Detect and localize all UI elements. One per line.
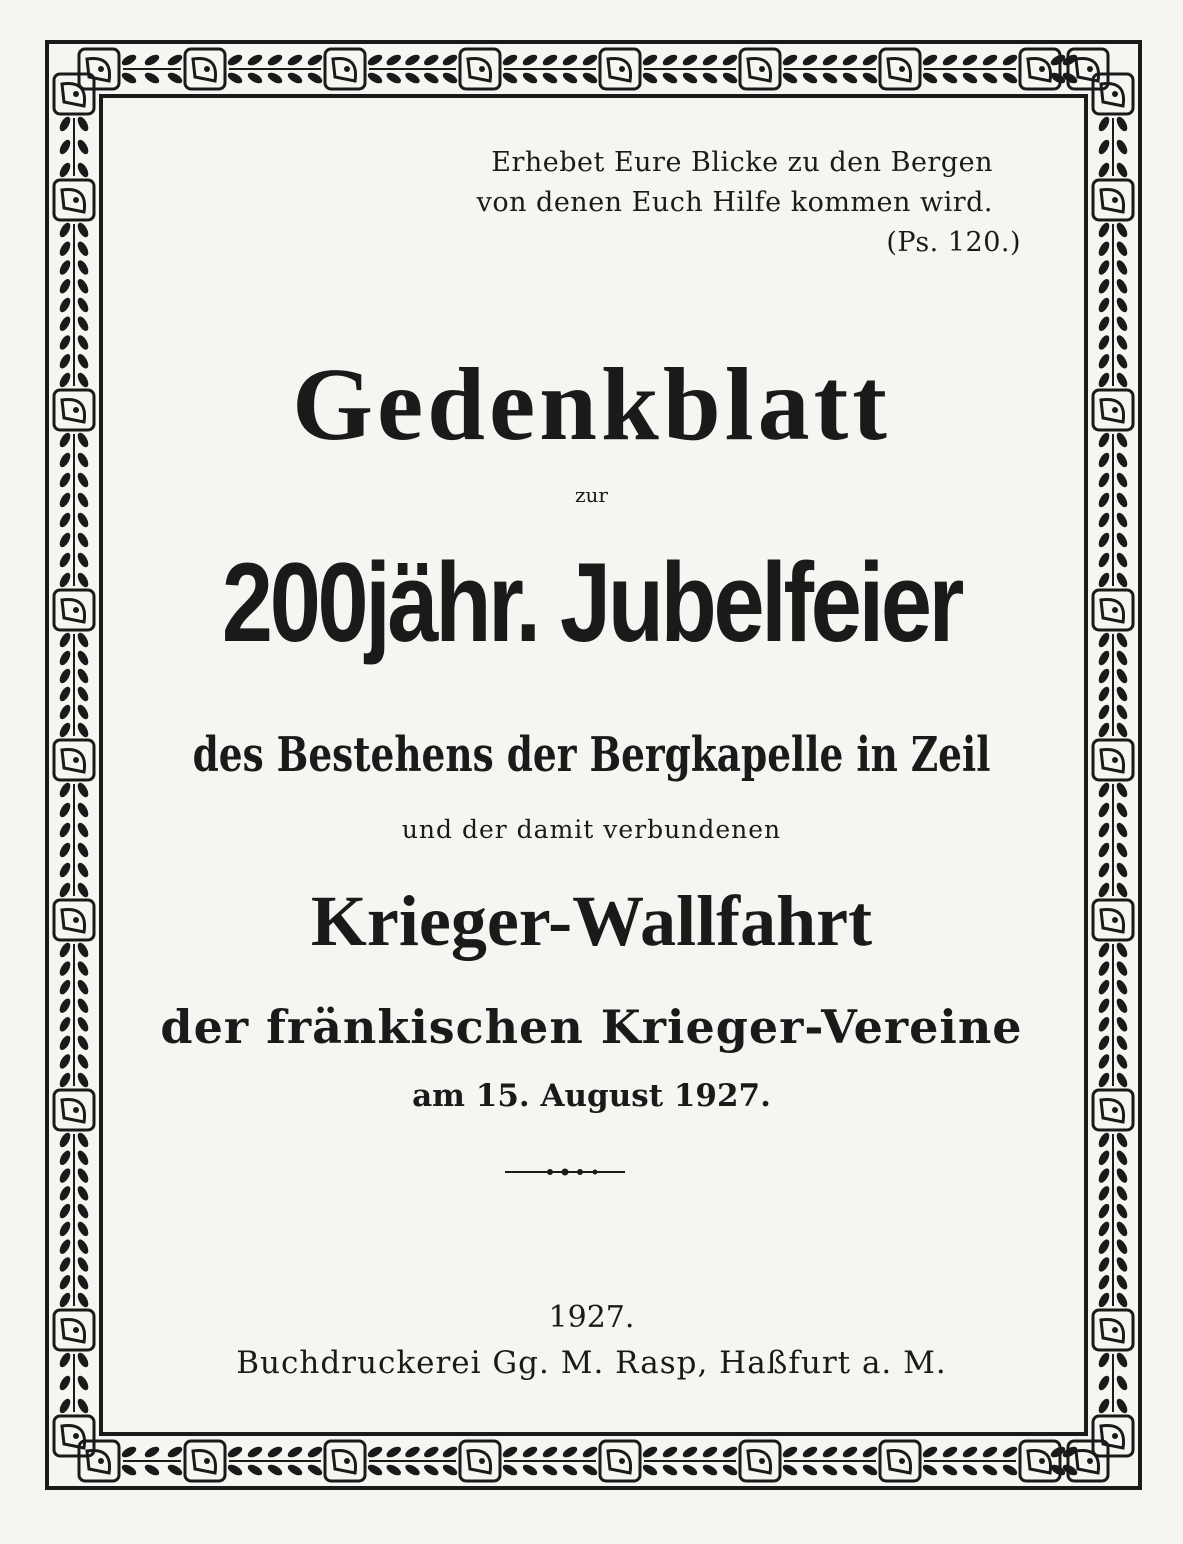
title-connector: zur: [575, 483, 608, 507]
printer-imprint: Buchdruckerei Gg. M. Rasp, Haßfurt a. M.: [236, 1345, 947, 1381]
page-title: Gedenkblatt: [292, 347, 891, 462]
pilgrimage-heading: Krieger-Wallfahrt: [310, 881, 873, 961]
motto-line-2: von denen Euch Hilfe kommen wird.: [476, 187, 993, 218]
event-heading: 200jähr. Jubelfeier: [221, 540, 962, 665]
event-subject: des Bestehens der Bergkapelle in Zeil: [192, 727, 991, 783]
event-date: am 15. August 1927.: [412, 1078, 771, 1114]
connector-line: und der damit verbundenen: [401, 815, 782, 844]
motto-line-1: Erhebet Eure Blicke zu den Bergen: [491, 147, 993, 178]
divider-ornament: [500, 1162, 630, 1182]
associations-line: der fränkischen Krieger-Vereine: [160, 1000, 1023, 1054]
publication-year: 1927.: [548, 1300, 635, 1335]
motto-source: (Ps. 120.): [886, 227, 1021, 258]
